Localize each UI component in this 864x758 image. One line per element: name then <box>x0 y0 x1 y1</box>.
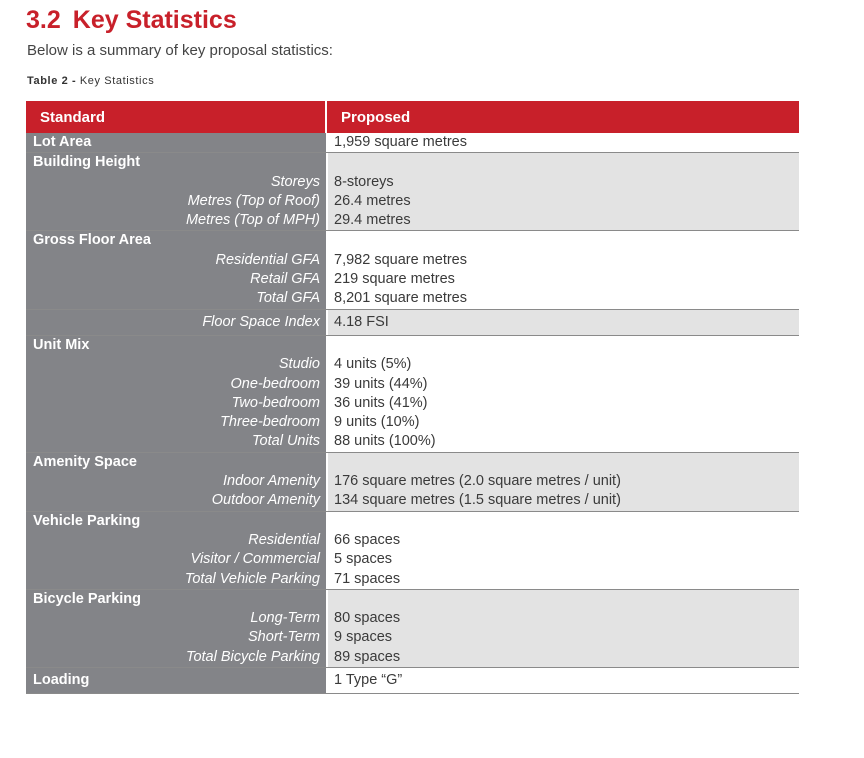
intro-text: Below is a summary of key proposal statistics: <box>27 42 333 59</box>
proposed-cell <box>326 310 799 335</box>
sub-label: Total Units <box>252 433 320 450</box>
proposed-value: 66 spaces <box>334 531 401 548</box>
proposed-value: 134 square metres (1.5 square metres / unit) <box>334 492 621 509</box>
proposed-value: 29.4 metres <box>334 212 411 229</box>
header-standard: Standard <box>40 109 106 126</box>
table-row-amenity-space <box>26 453 799 512</box>
table-row-lot-area <box>26 133 799 153</box>
section-label: Lot Area <box>33 134 92 150</box>
sub-label: Metres (Top of Roof) <box>187 192 320 209</box>
table-row-unit-mix <box>26 336 799 453</box>
standard-cell <box>26 336 326 452</box>
sub-label: Residential <box>248 531 320 548</box>
proposed-value: 36 units (41%) <box>334 394 428 411</box>
proposed-value: 176 square metres (2.0 square metres / unit) <box>334 473 621 490</box>
standard-cell <box>26 512 326 589</box>
sub-label: Outdoor Amenity <box>211 492 320 509</box>
proposed-cell <box>326 453 799 511</box>
section-label: Gross Floor Area <box>33 232 151 249</box>
sub-label: Visitor / Commercial <box>190 551 320 568</box>
proposed-value: 9 spaces <box>334 629 393 646</box>
standard-cell <box>26 590 326 667</box>
proposed-cell <box>326 668 799 693</box>
proposed-value: 1 Type “G” <box>334 672 403 689</box>
standard-cell <box>26 231 326 308</box>
proposed-value: 1,959 square metres <box>334 134 467 150</box>
sub-label: Retail GFA <box>250 271 320 288</box>
section-label: Amenity Space <box>33 453 137 470</box>
proposed-value: 7,982 square metres <box>334 251 467 268</box>
table-row-building-height <box>26 153 799 231</box>
proposed-cell <box>326 133 799 152</box>
proposed-value: 8,201 square metres <box>334 290 467 307</box>
proposed-cell <box>326 231 799 308</box>
table-row-bicycle-parking <box>26 590 799 668</box>
section-heading <box>26 6 237 35</box>
proposed-cell <box>326 590 799 667</box>
table-row-vehicle-parking <box>26 512 799 590</box>
proposed-value: 4.18 FSI <box>334 313 389 330</box>
section-number: 3.2 <box>26 6 61 34</box>
proposed-value: 219 square metres <box>334 271 455 288</box>
sub-label: One-bedroom <box>230 375 320 392</box>
proposed-cell <box>326 512 799 589</box>
proposed-cell <box>326 153 799 230</box>
table-row-loading <box>26 668 799 694</box>
standard-cell <box>26 153 326 230</box>
sub-label: Total Bicycle Parking <box>185 648 320 665</box>
proposed-value: 39 units (44%) <box>334 375 428 392</box>
proposed-value: 5 spaces <box>334 551 393 568</box>
table-caption <box>27 75 154 87</box>
sub-label: Three-bedroom <box>220 414 320 431</box>
proposed-value: 9 units (10%) <box>334 414 420 431</box>
standard-cell <box>26 668 326 693</box>
section-label: Bicycle Parking <box>33 590 141 607</box>
proposed-value: 8-storeys <box>334 173 394 190</box>
header-proposed: Proposed <box>325 101 799 133</box>
sub-label: Indoor Amenity <box>223 473 320 490</box>
standard-cell <box>26 453 326 511</box>
sub-label: Total Vehicle Parking <box>184 570 320 587</box>
table-header <box>26 101 799 133</box>
sub-label: Short-Term <box>248 629 320 646</box>
caption-label: Table 2 - <box>27 75 77 87</box>
section-label: Loading <box>33 672 90 689</box>
proposed-value: 26.4 metres <box>334 192 411 209</box>
proposed-value: 80 spaces <box>334 610 401 627</box>
proposed-value: 89 spaces <box>334 648 401 665</box>
table-row-gross-floor-area <box>26 231 799 309</box>
key-statistics-table <box>26 101 799 694</box>
sub-label: Long-Term <box>250 610 320 627</box>
sub-label: Residential GFA <box>215 251 320 268</box>
proposed-value: 4 units (5%) <box>334 356 412 373</box>
sub-label: Studio <box>278 356 320 373</box>
standard-cell <box>26 310 326 335</box>
proposed-cell <box>326 336 799 452</box>
standard-cell <box>26 133 326 152</box>
sub-label: Storeys <box>270 173 320 190</box>
sub-label: Metres (Top of MPH) <box>185 212 320 229</box>
sub-label: Two-bedroom <box>231 394 320 411</box>
proposed-value: 71 spaces <box>334 570 401 587</box>
section-label: Unit Mix <box>33 336 90 353</box>
sub-label: Total GFA <box>256 290 320 307</box>
section-label: Building Height <box>33 154 141 171</box>
caption-text: Key Statistics <box>79 75 155 87</box>
section-title: Key Statistics <box>72 6 237 34</box>
sub-label: Floor Space Index <box>202 313 320 330</box>
section-label: Vehicle Parking <box>33 512 141 529</box>
table-row-floor-space-index <box>26 310 799 336</box>
proposed-value: 88 units (100%) <box>334 433 436 450</box>
